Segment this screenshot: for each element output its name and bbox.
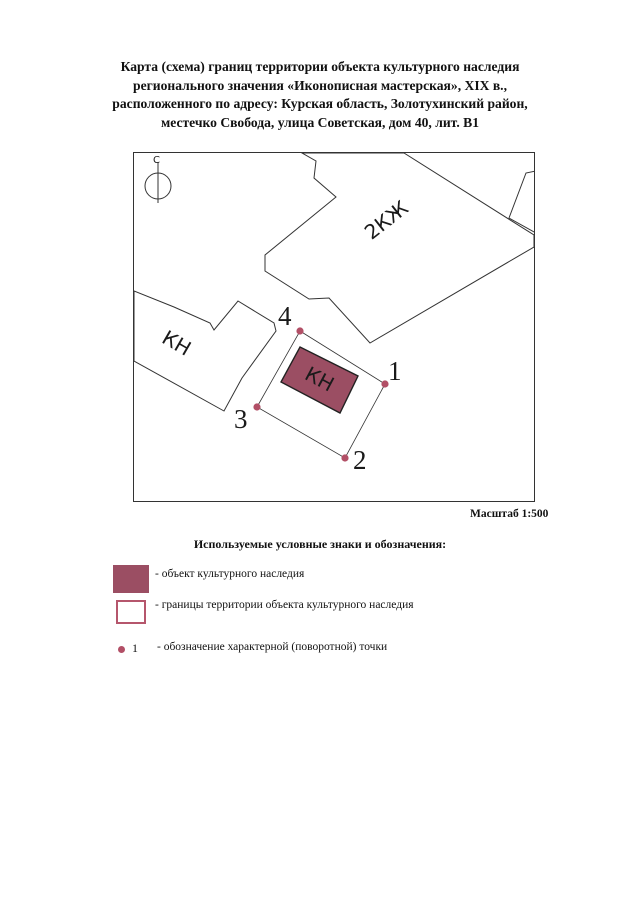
- map-drawing: [134, 153, 535, 502]
- building-kn-left-outline: [134, 291, 276, 411]
- building-label-2kzh: 2КЖ: [359, 195, 413, 245]
- title-line-1: Карта (схема) границ территории объекта культурного наследия: [120, 59, 520, 74]
- legend-title: Используемые условные знаки и обозначения:: [193, 537, 447, 551]
- boundary-point-3: [253, 403, 260, 410]
- legend-point-number: 1: [132, 641, 138, 655]
- map-frame: [133, 152, 535, 502]
- boundary-point-4: [296, 327, 303, 334]
- legend-boundary-swatch: [116, 600, 146, 624]
- point-number-4: 4: [278, 301, 292, 331]
- building-2kzh-outline: [265, 153, 534, 343]
- boundary-point-2: [341, 454, 348, 461]
- object-label-kn: КН: [301, 361, 339, 397]
- north-arrow-icon: [145, 162, 171, 203]
- north-label: С: [153, 155, 160, 166]
- point-number-3: 3: [234, 404, 248, 434]
- legend-point-dot-icon: [118, 646, 125, 653]
- legend-object-swatch: [113, 565, 149, 593]
- title-line-2: регионального значения «Иконописная мастерская», XIX в.,: [133, 77, 507, 93]
- scale-label: Масштаб 1:500: [470, 508, 549, 520]
- legend-point-text: - обозначение характерной (поворотной) точки: [157, 641, 388, 653]
- title-line-3: расположенного по адресу: Курская область, Золотухинский район,: [112, 96, 528, 111]
- building-small-outline: [509, 171, 535, 233]
- legend-boundary-text: - границы территории объекта культурного наследия: [155, 599, 414, 611]
- point-number-1: 1: [388, 356, 402, 386]
- title-line-4: местечко Свобода, улица Советская, дом 40, лит. В1: [160, 114, 480, 130]
- point-number-2: 2: [353, 445, 367, 475]
- building-label-kn-left: КН: [157, 325, 196, 361]
- legend-object-text: - объект культурного наследия: [155, 568, 305, 580]
- map-title: [60, 58, 580, 132]
